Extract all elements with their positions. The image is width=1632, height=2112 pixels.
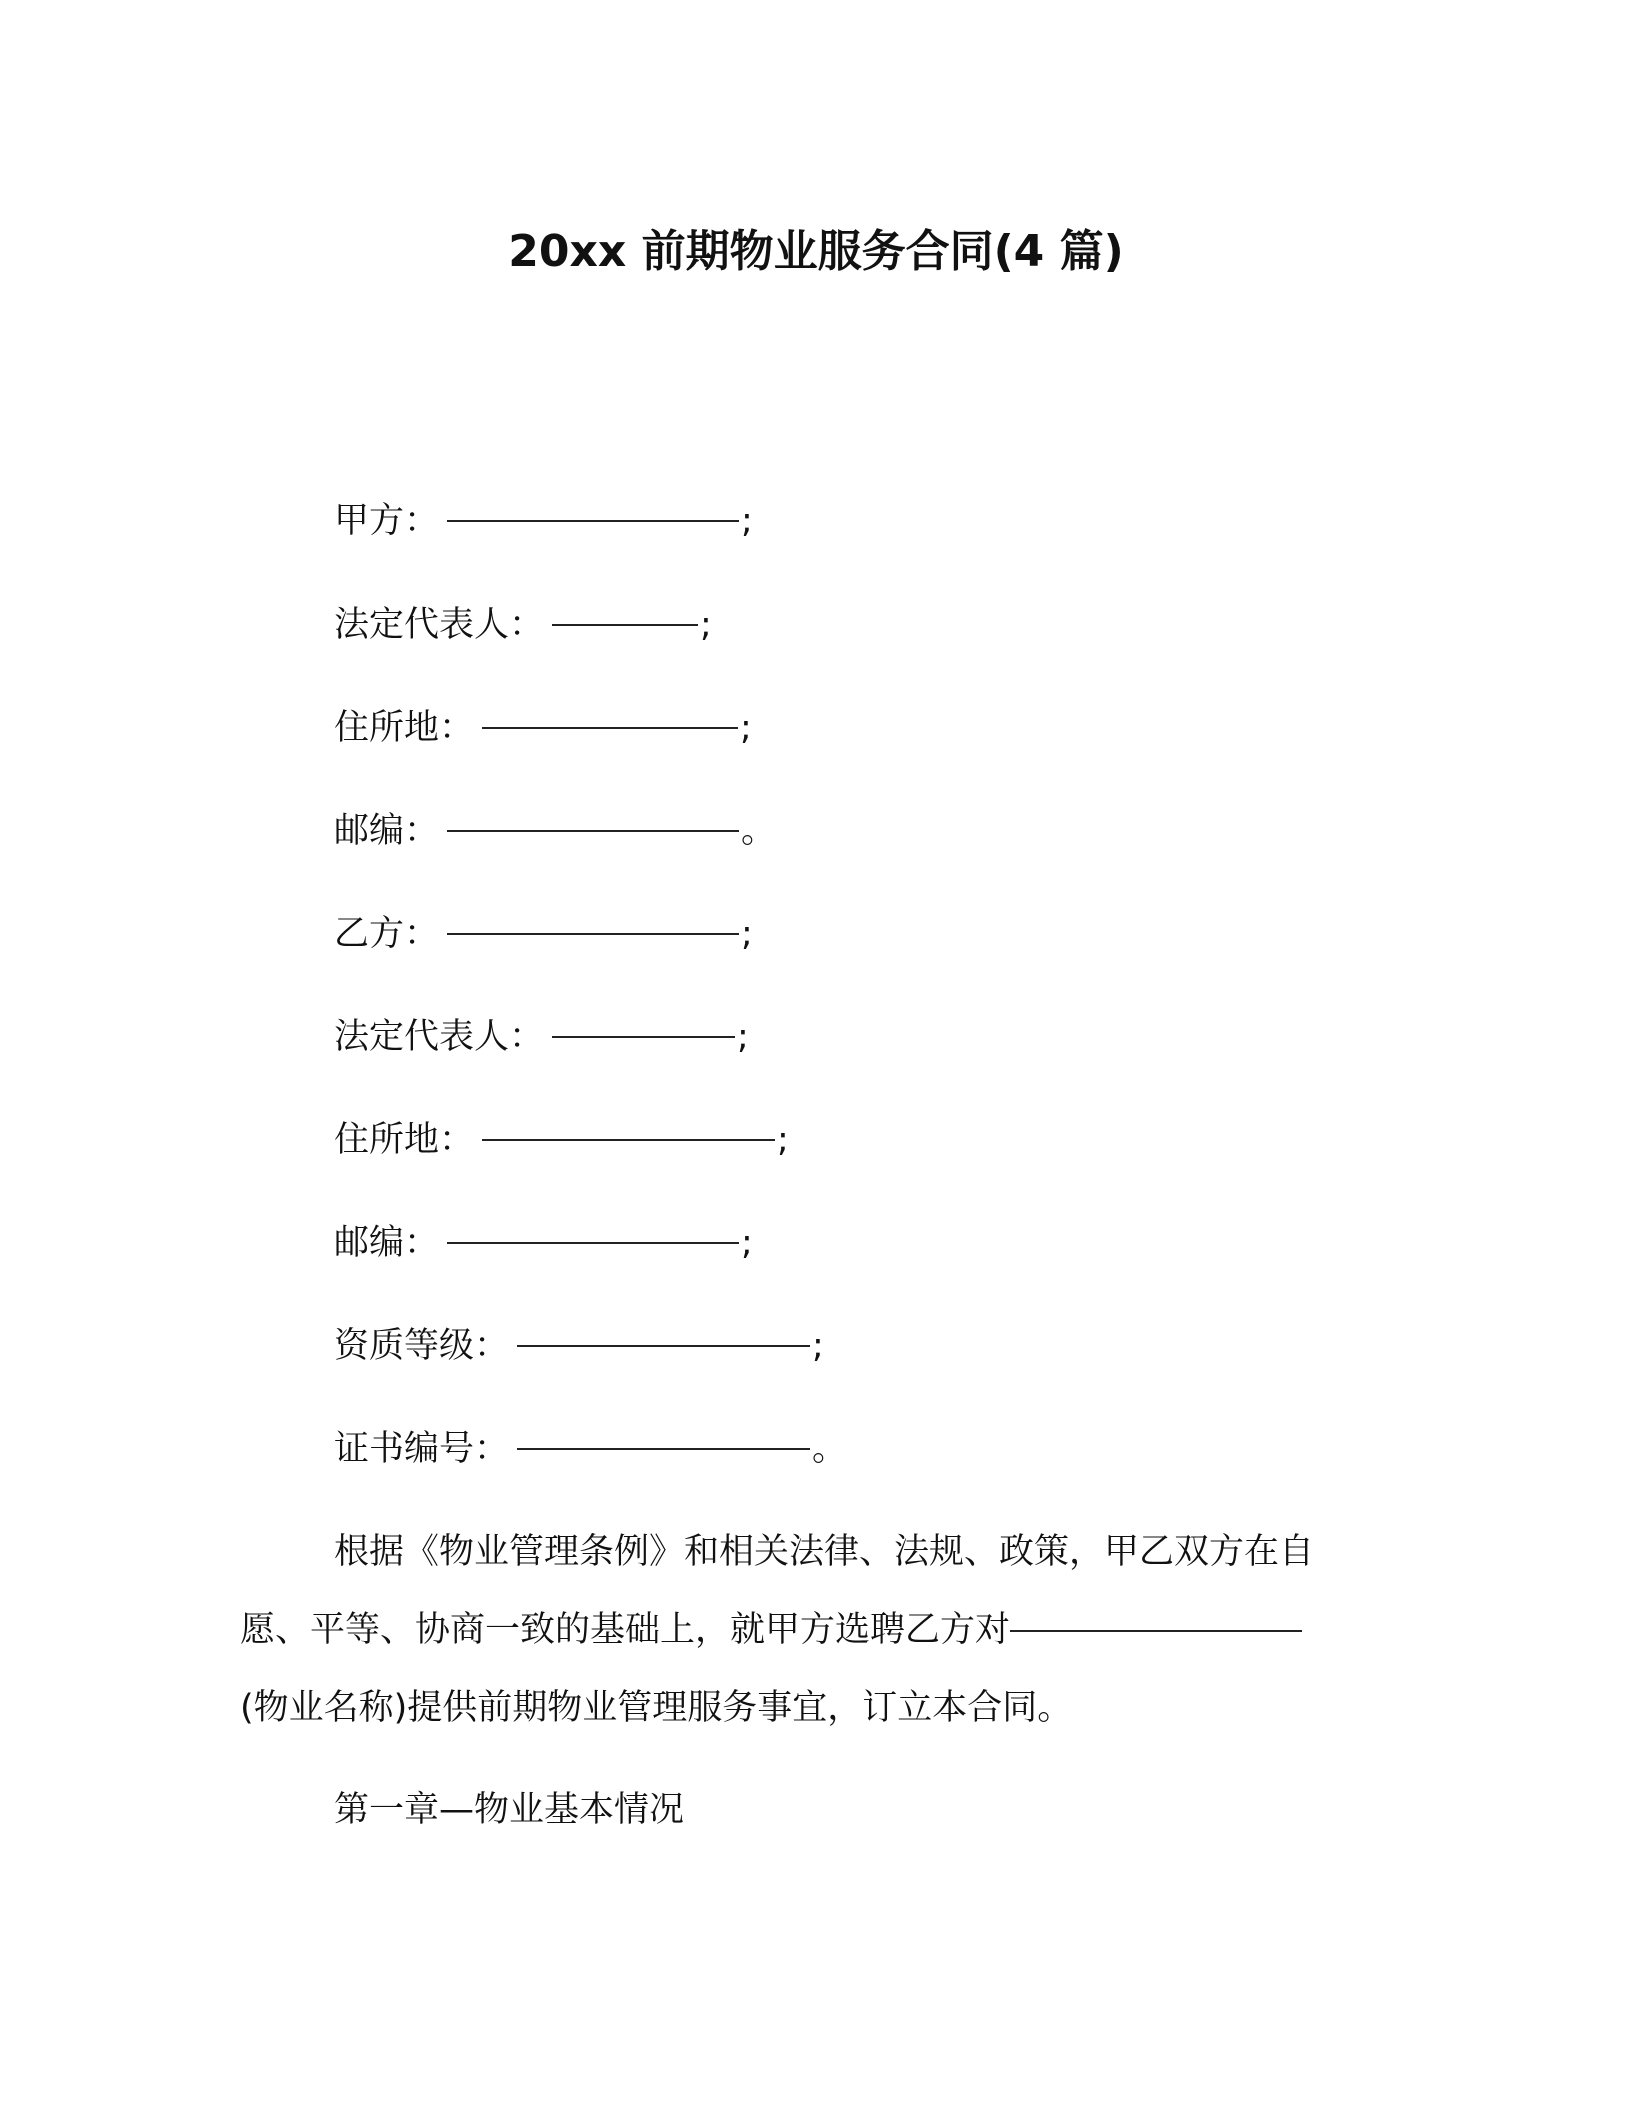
fill-in-blank — [517, 1448, 810, 1450]
document-title: 20xx 前期物业服务合同(4 篇) — [508, 226, 1124, 277]
field-end-punct: ; — [741, 501, 753, 541]
field-party-a — [334, 496, 753, 546]
fill-in-blank — [482, 1139, 775, 1141]
fill-in-blank — [447, 933, 739, 935]
field-label: 乙方： — [334, 914, 440, 954]
intro-text: 愿、平等、协商一致的基础上，就甲方选聘乙方对 — [240, 1610, 1011, 1650]
field-label: 资质等级： — [334, 1326, 510, 1366]
fill-in-blank — [447, 1242, 739, 1244]
intro-paragraph — [240, 1513, 1400, 1747]
field-end-punct: ; — [777, 1120, 789, 1160]
field-end-punct: ; — [740, 708, 752, 748]
field-end-punct: ; — [741, 914, 753, 954]
field-end-punct: 。 — [812, 1429, 848, 1469]
intro-line — [240, 1669, 1400, 1747]
field-postcode-a — [334, 806, 776, 856]
intro-line — [240, 1513, 1400, 1591]
field-postcode-b — [334, 1218, 753, 1268]
field-label: 住所地： — [334, 708, 475, 748]
field-end-punct: ; — [741, 1223, 753, 1263]
fill-in-blank — [447, 830, 739, 832]
fill-in-blank — [552, 1036, 735, 1038]
field-address-a — [334, 703, 752, 753]
field-label: 法定代表人： — [334, 1017, 545, 1057]
field-legal-rep-a — [334, 600, 712, 650]
field-qualification-level — [334, 1321, 824, 1371]
field-end-punct: 。 — [741, 811, 777, 851]
fill-in-blank — [552, 624, 698, 626]
field-end-punct: ; — [812, 1326, 824, 1366]
fill-in-blank — [517, 1345, 810, 1347]
field-address-b — [334, 1115, 789, 1165]
field-label: 邮编： — [334, 811, 440, 851]
intro-line — [240, 1591, 1400, 1669]
field-label: 邮编： — [334, 1223, 440, 1263]
fill-in-blank — [1010, 1630, 1302, 1632]
field-party-b — [334, 909, 753, 959]
field-legal-rep-b — [334, 1012, 749, 1062]
fill-in-blank — [447, 520, 739, 522]
field-label: 证书编号： — [334, 1429, 510, 1469]
field-end-punct: ; — [700, 605, 712, 645]
intro-text: (物业名称)提供前期物业管理服务事宜，订立本合同。 — [240, 1688, 1073, 1728]
intro-text: 根据《物业管理条例》和相关法律、法规、政策，甲乙双方在自 — [334, 1532, 1315, 1572]
field-certificate-number — [334, 1424, 847, 1474]
fill-in-blank — [482, 727, 738, 729]
field-end-punct: ; — [737, 1017, 749, 1057]
chapter-heading: 第一章—物业基本情况 — [334, 1790, 685, 1830]
field-label: 甲方： — [334, 501, 440, 541]
field-label: 法定代表人： — [334, 605, 545, 645]
field-label: 住所地： — [334, 1120, 475, 1160]
